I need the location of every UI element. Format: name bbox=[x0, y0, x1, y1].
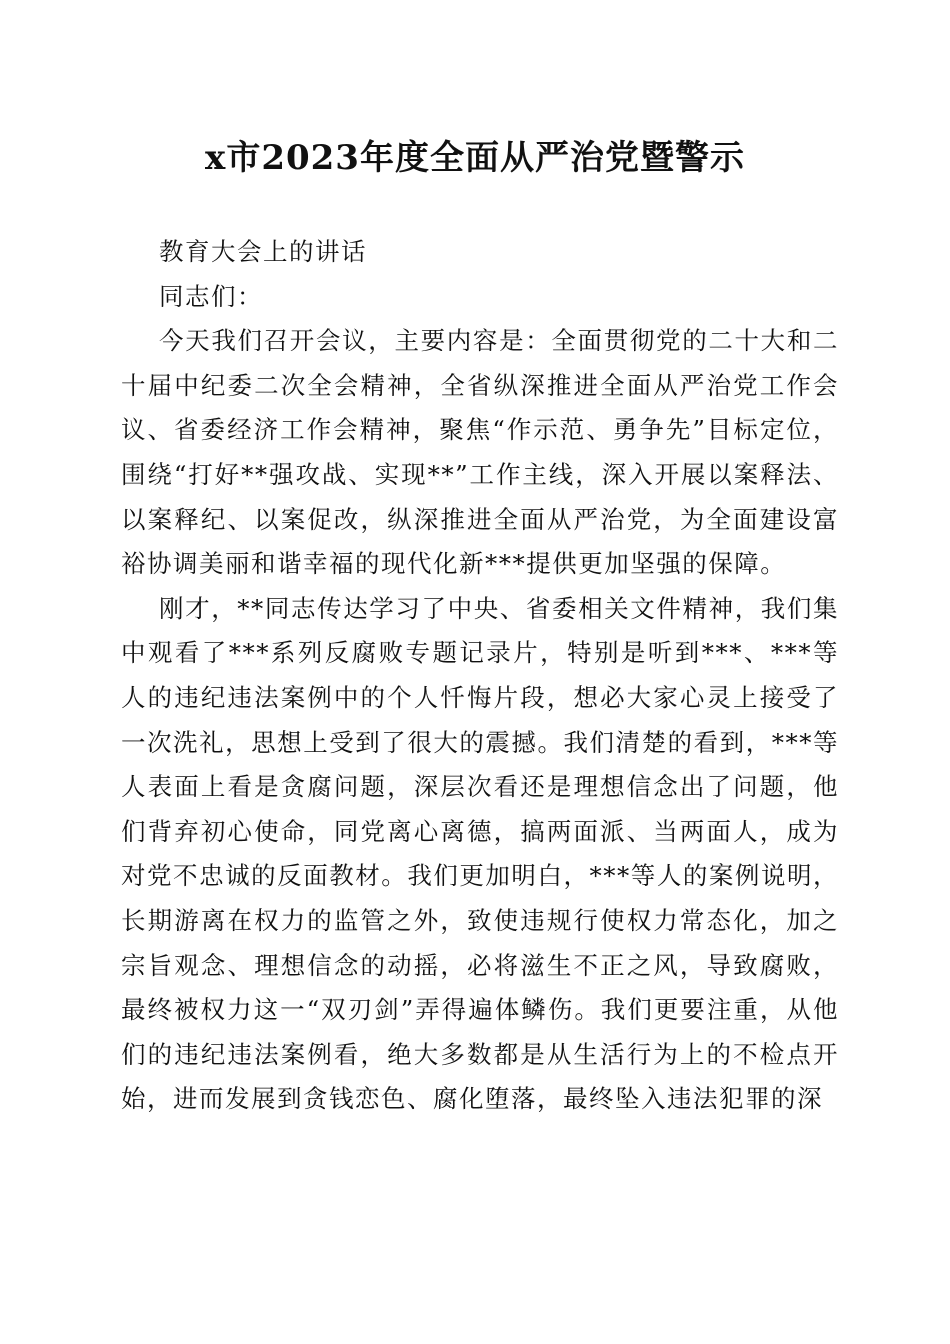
salutation: 同志们： bbox=[159, 281, 263, 311]
document-title: x市2023年度全面从严治党暨警示 bbox=[205, 138, 745, 178]
body-paragraph: 今天我们召开会议，主要内容是：全面贯彻党的二十大和二十届中纪委二次全会精神，全省纵深推进全面从严治党工作会议、省委经济工作会精神，聚焦“作示范、勇争先”目标定位，围绕“打好**强攻战、实现**”工作主线，深入开展以案释法、以案释纪、以案促改，纵深推进全面从严治党，为全面建设富裕协调美丽和谐幸福的现代化新***提供更加坚强的保障。 bbox=[121, 326, 839, 579]
document-body bbox=[121, 230, 839, 1122]
body-paragraph: 刚才，**同志传达学习了中央、省委相关文件精神，我们集中观看了***系列反腐败专题记录片，特别是听到***、***等人的违纪违法案例中的个人忏悔片段，想必大家心灵上接受了一次洗礼，思想上受到了很大的震撼。我们清楚的看到，***等人表面上看是贪腐问题，深层次看还是理想信念出了问题，他们背弃初心使命，同党离心离德，搞两面派、当两面人，成为对党不忠诚的反面教材。我们更加明白，***等人的案例说明，长期游离在权力的监管之外，致使违规行使权力常态化，加之宗旨观念、理想信念的动摇，必将滋生不正之风，导致腐败，最终被权力这一“双刃剑”弄得遍体鳞伤。我们更要注重，从他们的违纪违法案例看，绝大多数都是从生活行为上的不检点开始，进而发展到贪钱恋色、腐化堕落，最终坠入违法犯罪的深 bbox=[121, 593, 839, 1114]
document-subtitle: 教育大会上的讲话 bbox=[159, 237, 367, 266]
